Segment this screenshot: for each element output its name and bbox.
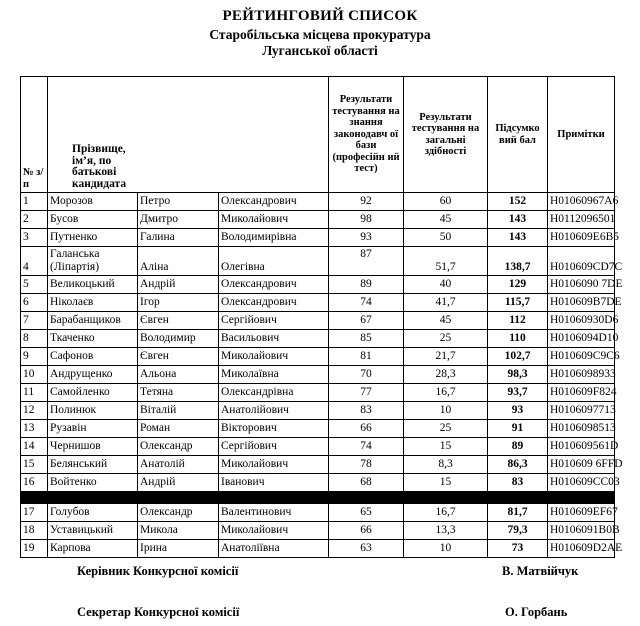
professional-test-score: 81	[329, 348, 404, 366]
middle-name: Олександрівна	[219, 384, 329, 402]
table-row	[21, 312, 615, 330]
professional-test-score: 66	[329, 522, 404, 540]
table-row	[21, 522, 615, 540]
table-row	[21, 294, 615, 312]
last-name: Андрущенко	[48, 366, 138, 384]
first-name: Галина	[138, 229, 219, 247]
table-row	[21, 211, 615, 229]
first-name: Петро	[138, 193, 219, 211]
general-test-score: 10	[404, 402, 488, 420]
rating-table	[20, 76, 623, 558]
header-general-test: Результати тестування на загальні здібності	[404, 77, 488, 193]
document-subtitle-region: Луганської області	[262, 43, 378, 58]
last-name: Полинюк	[48, 402, 138, 420]
middle-name: Сергійович	[219, 438, 329, 456]
middle-name: Анатолійович	[219, 402, 329, 420]
total-score: 93	[488, 402, 548, 420]
first-name: Тетяна	[138, 384, 219, 402]
last-name: Уставицький	[48, 522, 138, 540]
total-score: 115,7	[488, 294, 548, 312]
last-name: Чернишов	[48, 438, 138, 456]
secretary-name: О. Горбань	[505, 605, 568, 619]
middle-name: Миколайович	[219, 456, 329, 474]
general-test-score: 25	[404, 330, 488, 348]
last-name: Карпова	[48, 540, 138, 558]
first-name: Роман	[138, 420, 219, 438]
row-number: 13	[21, 420, 48, 438]
total-score: 98,3	[488, 366, 548, 384]
last-name: Рузавін	[48, 420, 138, 438]
row-number: 16	[21, 474, 48, 492]
head-of-commission-label: Керівник Конкурсної комісії	[77, 564, 239, 578]
general-test-score: 8,3	[404, 456, 488, 474]
last-name: Бусов	[48, 211, 138, 229]
last-name: Белянський	[48, 456, 138, 474]
row-number: 5	[21, 276, 48, 294]
professional-test-score: 87	[329, 247, 404, 276]
last-name: Ткаченко	[48, 330, 138, 348]
professional-test-score: 67	[329, 312, 404, 330]
general-test-score: 60	[404, 193, 488, 211]
middle-name: Анатоліївна	[219, 540, 329, 558]
first-name: Віталій	[138, 402, 219, 420]
total-score: 91	[488, 420, 548, 438]
first-name: Альона	[138, 366, 219, 384]
general-test-score: 15	[404, 474, 488, 492]
general-test-score: 15	[404, 438, 488, 456]
table-row	[21, 384, 615, 402]
middle-name: Миколайович	[219, 211, 329, 229]
last-name: Морозов	[48, 193, 138, 211]
total-score: 112	[488, 312, 548, 330]
middle-name: Валентинович	[219, 504, 329, 522]
professional-test-score: 77	[329, 384, 404, 402]
first-name: Євген	[138, 312, 219, 330]
row-number: 18	[21, 522, 48, 540]
table-row	[21, 540, 615, 558]
note-code: Н0106094D10	[548, 330, 615, 348]
table-row	[21, 402, 615, 420]
note-code: Н010609В7DE	[548, 294, 615, 312]
last-name: Самойленко	[48, 384, 138, 402]
row-number: 6	[21, 294, 48, 312]
professional-test-score: 85	[329, 330, 404, 348]
total-score: 143	[488, 211, 548, 229]
first-name: Олександр	[138, 438, 219, 456]
note-code: Н010609Е6В5	[548, 229, 615, 247]
total-score: 79,3	[488, 522, 548, 540]
last-name: Ніколаєв	[48, 294, 138, 312]
row-number: 10	[21, 366, 48, 384]
professional-test-score: 74	[329, 438, 404, 456]
last-name: Галанська (Ліпартія)	[48, 247, 138, 276]
professional-test-score: 98	[329, 211, 404, 229]
header-blank-first	[138, 77, 219, 193]
table-body	[21, 193, 623, 558]
general-test-score: 16,7	[404, 384, 488, 402]
row-number: 14	[21, 438, 48, 456]
general-test-score: 45	[404, 211, 488, 229]
note-code: Н0106091В0В	[548, 522, 615, 540]
row-number: 9	[21, 348, 48, 366]
professional-test-score: 93	[329, 229, 404, 247]
document-title: РЕЙТИНГОВИЙ СПИСОК	[222, 8, 418, 24]
general-test-score: 41,7	[404, 294, 488, 312]
header-total-score: Підсумко вий бал	[488, 77, 548, 193]
total-score: 81,7	[488, 504, 548, 522]
middle-name: Іванович	[219, 474, 329, 492]
first-name: Анатолій	[138, 456, 219, 474]
middle-name: Олександрович	[219, 193, 329, 211]
last-name: Великоцький	[48, 276, 138, 294]
first-name: Андрій	[138, 474, 219, 492]
general-test-score: 16,7	[404, 504, 488, 522]
row-number: 7	[21, 312, 48, 330]
first-name: Євген	[138, 348, 219, 366]
total-score: 73	[488, 540, 548, 558]
first-name: Ірина	[138, 540, 219, 558]
redacted-row	[21, 492, 615, 504]
first-name: Дмитро	[138, 211, 219, 229]
general-test-score: 51,7	[404, 247, 488, 276]
note-code: Н010609893З	[548, 366, 615, 384]
middle-name: Миколаївна	[219, 366, 329, 384]
professional-test-score: 83	[329, 402, 404, 420]
note-code: Н01060967А6	[548, 193, 615, 211]
note-code: Н0112096501	[548, 211, 615, 229]
note-code: Н010609F824	[548, 384, 615, 402]
total-score: 138,7	[488, 247, 548, 276]
middle-name: Володимирівна	[219, 229, 329, 247]
row-number: 8	[21, 330, 48, 348]
header-blank-middle	[219, 77, 329, 193]
middle-name: Вікторович	[219, 420, 329, 438]
table-row	[21, 276, 615, 294]
row-number: 1	[21, 193, 48, 211]
note-code: Н010609С9С6	[548, 348, 615, 366]
row-number: 3	[21, 229, 48, 247]
note-code: Н0106098513	[548, 420, 615, 438]
table-row	[21, 348, 615, 366]
professional-test-score: 70	[329, 366, 404, 384]
total-score: 86,3	[488, 456, 548, 474]
first-name: Олександр	[138, 504, 219, 522]
header-professional-test: Результати тестування на знання законодавч ої бази (професійн ий тест)	[329, 77, 404, 193]
table-row	[21, 330, 615, 348]
first-name: Андрій	[138, 276, 219, 294]
total-score: 110	[488, 330, 548, 348]
first-name: Ігор	[138, 294, 219, 312]
first-name: Володимир	[138, 330, 219, 348]
general-test-score: 28,3	[404, 366, 488, 384]
document-subtitle-office: Старобільська місцева прокуратура	[209, 27, 431, 42]
note-code: Н0106090 7DE	[548, 276, 615, 294]
general-test-score: 40	[404, 276, 488, 294]
middle-name: Олександрович	[219, 276, 329, 294]
last-name: Барабанщиков	[48, 312, 138, 330]
last-name: Войтенко	[48, 474, 138, 492]
row-number: 11	[21, 384, 48, 402]
professional-test-score: 74	[329, 294, 404, 312]
total-score: 152	[488, 193, 548, 211]
header-number: № з/п	[21, 77, 48, 193]
note-code: Н010609 6FFD	[548, 456, 615, 474]
row-number: 4	[21, 247, 48, 276]
general-test-score: 21,7	[404, 348, 488, 366]
table-row	[21, 366, 615, 384]
middle-name: Миколайович	[219, 348, 329, 366]
total-score: 129	[488, 276, 548, 294]
row-number: 12	[21, 402, 48, 420]
row-number: 17	[21, 504, 48, 522]
general-test-score: 13,3	[404, 522, 488, 540]
table-row	[21, 229, 615, 247]
note-code: Н01060930D6	[548, 312, 615, 330]
note-code: Н010609CD7C	[548, 247, 615, 276]
header-candidate-name: Прізвище, ім’я, по батькові кандидата	[48, 77, 138, 193]
first-name: Аліна	[138, 247, 219, 276]
general-test-score: 50	[404, 229, 488, 247]
last-name: Путненко	[48, 229, 138, 247]
note-code: Н0106097713	[548, 402, 615, 420]
last-name: Голубов	[48, 504, 138, 522]
middle-name: Васильович	[219, 330, 329, 348]
row-number: 19	[21, 540, 48, 558]
note-code: Н010609EF67	[548, 504, 615, 522]
professional-test-score: 63	[329, 540, 404, 558]
table-row	[21, 420, 615, 438]
header-notes: Примітки	[548, 77, 615, 193]
table-row	[21, 438, 615, 456]
general-test-score: 25	[404, 420, 488, 438]
last-name: Сафонов	[48, 348, 138, 366]
total-score: 83	[488, 474, 548, 492]
table-row	[21, 504, 615, 522]
middle-name: Миколайович	[219, 522, 329, 540]
row-number: 15	[21, 456, 48, 474]
secretary-label: Секретар Конкурсної комісії	[77, 605, 240, 619]
general-test-score: 45	[404, 312, 488, 330]
table-row	[21, 193, 615, 211]
middle-name: Олегівна	[219, 247, 329, 276]
middle-name: Сергійович	[219, 312, 329, 330]
total-score: 143	[488, 229, 548, 247]
professional-test-score: 66	[329, 420, 404, 438]
note-code: Н010609561D	[548, 438, 615, 456]
middle-name: Олександрович	[219, 294, 329, 312]
professional-test-score: 92	[329, 193, 404, 211]
first-name: Микола	[138, 522, 219, 540]
professional-test-score: 78	[329, 456, 404, 474]
professional-test-score: 68	[329, 474, 404, 492]
professional-test-score: 89	[329, 276, 404, 294]
total-score: 102,7	[488, 348, 548, 366]
total-score: 89	[488, 438, 548, 456]
total-score: 93,7	[488, 384, 548, 402]
professional-test-score: 65	[329, 504, 404, 522]
redaction-bar	[21, 492, 615, 504]
table-row	[21, 456, 615, 474]
note-code: Н010609СС03	[548, 474, 615, 492]
head-of-commission-name: В. Матвійчук	[502, 564, 579, 578]
general-test-score: 10	[404, 540, 488, 558]
row-number: 2	[21, 211, 48, 229]
note-code: Н010609D2AE	[548, 540, 615, 558]
table-row	[21, 247, 615, 276]
table-row	[21, 474, 615, 492]
